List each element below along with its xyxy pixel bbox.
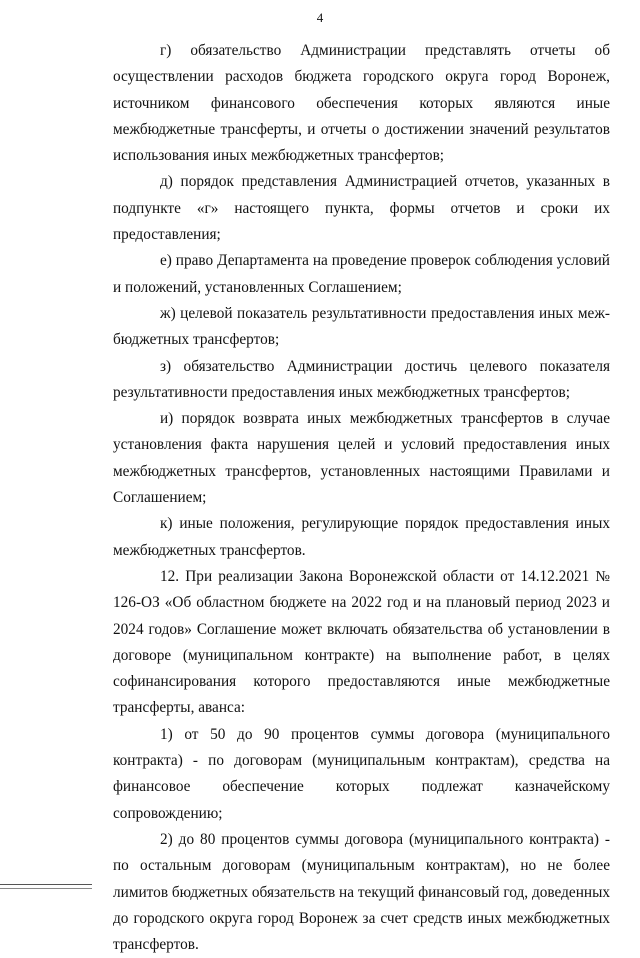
paragraph-12-1: 1) от 50 до 90 процентов суммы договора (муниципального контракта) - по договорам (муниципальным контрактам), средства на финансовое обеспечение которых подлежат казначейскому сопровождению; — [113, 725, 610, 822]
footer-divider-secondary — [0, 888, 92, 889]
paragraph-g: г) обязательство Администрации представлять отчеты об осуществлении расходов бюджета городского округа город Воронеж, источником финансового обеспечения которых являются иные межбюджетные трансферты, и отчеты о достижении значений результатов использования иных межбюджетных трансфертов; — [113, 42, 610, 165]
document-body — [113, 38, 610, 958]
paragraph-12: 12. При реализации Закона Воронежской области от 14.12.2021 № 126-ОЗ «Об областном бюджете на 2022 год и на плановый период 2023 и 2024 годов» Соглашение может включать обязательства об установлении в договоре (муниципальном контракте) на выполнение работ, в целях софинансирования которого предоставляются иные межбюджетные трансферты, аванса: — [113, 567, 610, 717]
paragraph-z: з) обязательство Администрации достичь целевого показателя результативности предоставления иных межбюджетных трансфертов; — [113, 357, 610, 401]
paragraph-k: к) иные положения, регулирующие порядок предоставления иных межбюджетных трансфертов. — [113, 515, 610, 559]
page-number: 4 — [316, 10, 324, 25]
footer-divider — [0, 884, 92, 885]
paragraph-i: и) порядок возврата иных межбюджетных трансфертов в случае установления факта нарушения целей и условий предоставления иных межбюджетных трансфертов, установленных настоящими Правилами и Соглашением; — [113, 410, 610, 507]
paragraph-zh: ж) целевой показатель результативности предоставления иных межбюджетных трансфертов; — [113, 304, 610, 349]
paragraph-d: д) порядок представления Администрацией отчетов, указанных в подпункте «г» настоящего пункта, формы отчетов и сроки их предоставления; — [113, 173, 610, 244]
paragraph-12-2: 2) до 80 процентов суммы договора (муниципального контракта) - по остальным договорам (муниципальным контрактам), но не более лимитов бюджетных обязательств на текущий финансовый год, доведенных до городского округа город Воронеж за счет средств иных межбюджетных трансфертов. — [113, 830, 610, 954]
paragraph-e: е) право Департамента на проведение проверок соблюдения условий и положений, установленных Соглашением; — [113, 252, 610, 296]
